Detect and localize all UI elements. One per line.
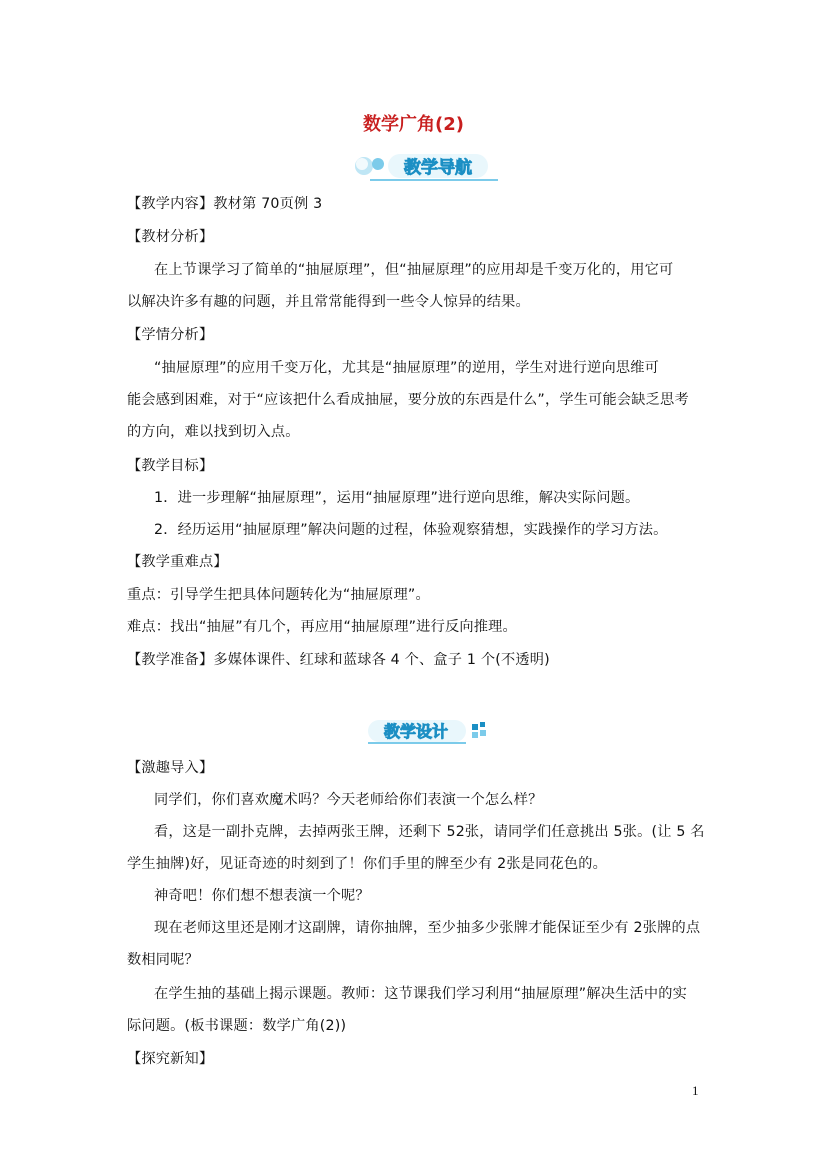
paragraph-line: 神奇吧！你们想不想表演一个呢？ [154,888,370,904]
teaching-content: 【教学内容】教材第 70页例 3 [127,196,323,212]
banner-design-text: 教学设计 [383,722,449,741]
banner-graphic [352,150,502,186]
section-heading-explore: 【探究新知】 [127,1051,214,1067]
paragraph-line: 看，这是一副扑克牌，去掉两张王牌，还剩下 52张，请同学们任意挑出 5张。(让 5 名 [154,824,705,840]
paragraph-line: 能会感到困难，对于“应该把什么看成抽屉，要分放的东西是什么”，学生可能会缺乏思考 [127,392,689,408]
paragraph-line: 学生抽牌)好，见证奇迹的时刻到了！你们手里的牌至少有 2张是同花色的。 [127,856,608,872]
section-heading-introduction: 【激趣导入】 [127,760,214,776]
section-banner-design [366,716,496,748]
section-heading-material-analysis: 【教材分析】 [127,229,214,245]
paragraph-line: “抽屉原理”的应用千变万化，尤其是“抽屉原理”的逆用，学生对进行逆向思维可 [154,360,659,376]
document-title: 数学广角(2) [363,114,464,135]
key-point: 重点：引导学生把具体问题转化为“抽屉原理”。 [127,587,430,603]
section-banner-navigation [352,150,502,186]
paragraph-line: 在上节课学习了简单的“抽屉原理”，但“抽屉原理”的应用却是千变万化的，用它可 [154,262,674,278]
page-number: 1 [692,1083,699,1098]
paragraph-line: 以解决许多有趣的问题，并且常常能得到一些令人惊异的结果。 [127,294,530,310]
section-heading-objectives: 【教学目标】 [127,458,214,474]
paragraph-line: 在学生抽的基础上揭示课题。教师：这节课我们学习利用“抽屉原理”解决生活中的实 [154,986,688,1002]
objective-item: 1．进一步理解“抽屉原理”，运用“抽屉原理”进行逆向思维，解决实际问题。 [154,490,640,506]
section-heading-key-points: 【教学重难点】 [127,554,228,570]
paragraph-line: 数相同呢？ [127,952,199,968]
banner-graphic [366,716,496,748]
objective-item: 2．经历运用“抽屉原理”解决问题的过程，体验观察猜想，实践操作的学习方法。 [154,522,668,538]
teaching-preparation: 【教学准备】多媒体课件、红球和蓝球各 4 个、盒子 1 个(不透明) [127,652,550,668]
paragraph-line: 同学们，你们喜欢魔术吗？今天老师给你们表演一个怎么样？ [154,792,543,808]
section-heading-student-analysis: 【学情分析】 [127,327,214,343]
banner-navigation-text: 教学导航 [404,158,472,178]
paragraph-line: 现在老师这里还是刚才这副牌，请你抽牌，至少抽多少张牌才能保证至少有 2张牌的点 [154,920,701,936]
paragraph-line: 的方向，难以找到切入点。 [127,424,300,440]
paragraph-line: 际问题。(板书课题：数学广角(2)) [127,1018,347,1034]
difficult-point: 难点：找出“抽屉”有几个，再应用“抽屉原理”进行反向推理。 [127,619,517,635]
